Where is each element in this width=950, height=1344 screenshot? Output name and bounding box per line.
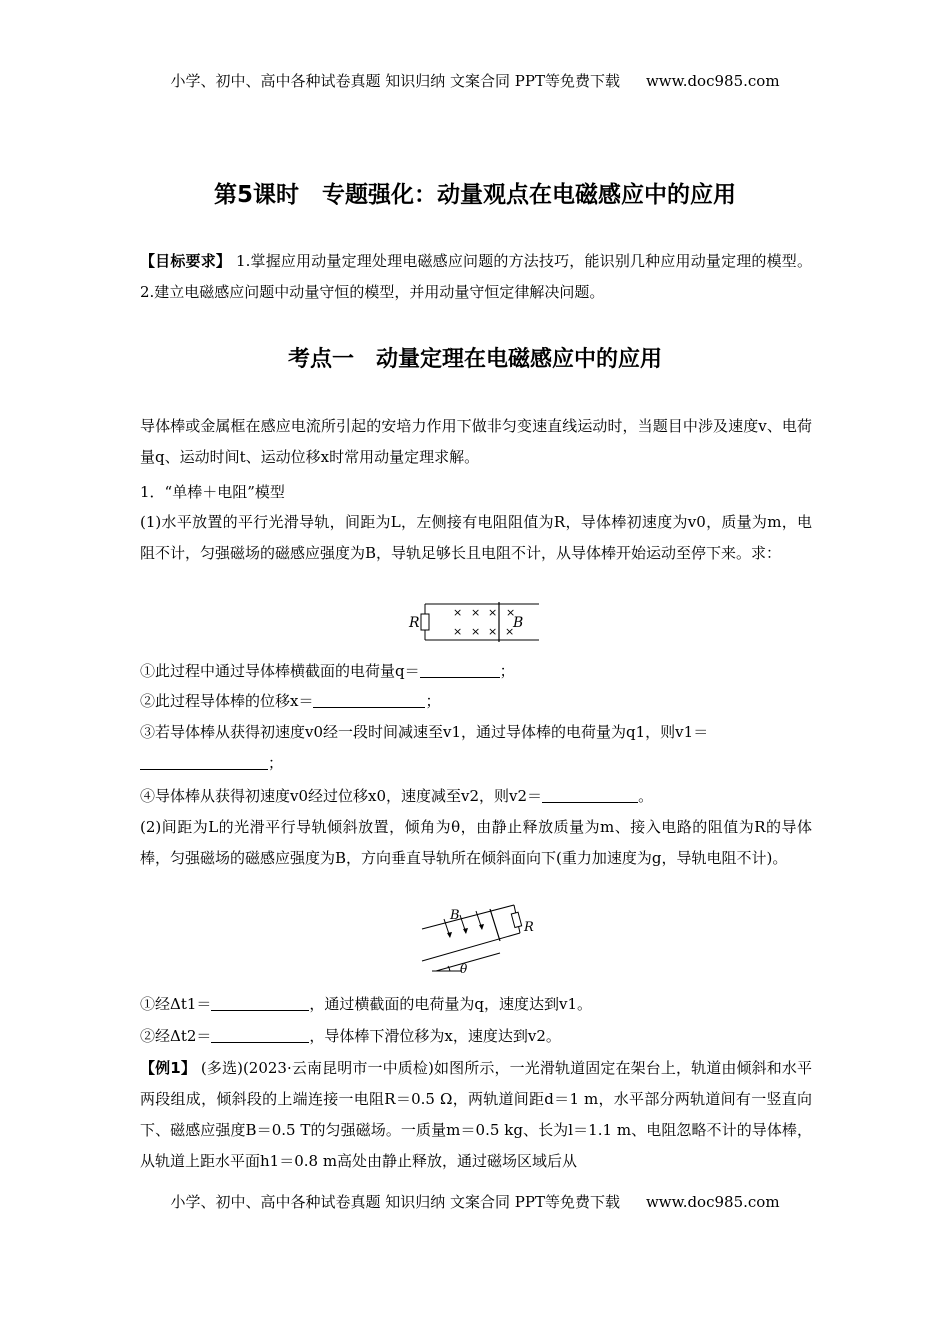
model1-part2-paragraph: (2)间距为L的光滑平行导轨倾斜放置，倾角为θ，由静止释放质量为m、接入电路的阻值为R的导体棒，匀强磁场的磁感应强度为B，方向垂直导轨所在倾斜面向下(重力加速度为g，导轨电阻不计)。 (140, 818, 812, 867)
footer-url[interactable]: www.doc985.com (645, 1193, 780, 1211)
page-header (0, 70, 950, 91)
model1-title: 1．“单棒＋电阻”模型 (140, 483, 285, 501)
r-label: R (409, 615, 420, 631)
subquestion-1: ①经Δt1＝ ，通过横截面的电荷量为q，速度达到v1。 (140, 995, 593, 1013)
incline-diagram (418, 903, 548, 975)
model1-paragraph: (1)水平放置的平行光滑导轨，间距为L，左侧接有电阻阻值为R，导体棒初速度为v0，质量为m，电阻不计，匀强磁场的磁感应强度为B，导轨足够长且电阻不计，从导体棒开始运动至停下来。求： (140, 513, 812, 562)
header-text: 小学、初中、高中各种试卷真题 知识归纳 文案合同 PPT等免费下载 (170, 72, 620, 90)
goal-text: 1.掌握应用动量定理处理电磁感应问题的方法技巧，能识别几种应用动量定理的模型。2.建立电磁感应问题中动量守恒的模型，并用动量守恒定律解决问题。 (140, 252, 812, 301)
example-source: (多选)(2023·云南昆明市一中质检) (200, 1059, 434, 1077)
resistor-icon (511, 912, 521, 927)
intro-paragraph: 导体棒或金属框在感应电流所引起的安培力作用下做非匀变速直线运动时，当题目中涉及速度v、电荷量q、运动时间t、运动位移x时常用动量定理求解。 (140, 417, 812, 466)
b-label: B (513, 615, 524, 631)
field-cross: × (471, 606, 481, 619)
answer-blank[interactable] (140, 755, 268, 770)
question-3: ③若导体棒从获得初速度v0经一段时间减速至v1，通过导体棒的电荷量为q1，则v1＝ (140, 723, 709, 741)
b-label: B (450, 908, 460, 923)
answer-blank[interactable] (313, 693, 425, 708)
field-cross: × (453, 625, 463, 638)
r-label: R (524, 920, 534, 935)
field-cross: × (505, 625, 515, 638)
rail-diagram-1 (405, 598, 545, 646)
subquestion-2: ②经Δt2＝ ，导体棒下滑位移为x，速度达到v2。 (140, 1027, 561, 1045)
page-footer (0, 1191, 950, 1212)
answer-blank[interactable] (420, 663, 500, 678)
conductor-rod (490, 909, 500, 941)
goal-paragraph (140, 246, 812, 308)
field-cross: × (453, 606, 463, 619)
question-3-answer: ； (140, 752, 820, 773)
question-4: ④导体棒从获得初速度v0经过位移x0，速度减至v2，则v2＝ 。 (140, 787, 654, 805)
field-cross: × (471, 625, 481, 638)
example-paragraph (140, 1053, 812, 1177)
header-url[interactable]: www.doc985.com (645, 72, 780, 90)
page-title: 第5课时 专题强化：动量观点在电磁感应中的应用 (213, 182, 736, 208)
answer-blank[interactable] (211, 996, 309, 1011)
answer-blank[interactable] (542, 788, 638, 803)
field-cross: × (506, 606, 516, 619)
question-1: ①此过程中通过导体棒横截面的电荷量q＝ ； (140, 662, 515, 680)
footer-text: 小学、初中、高中各种试卷真题 知识归纳 文案合同 PPT等免费下载 (170, 1193, 620, 1211)
section-title: 考点一 动量定理在电磁感应中的应用 (287, 347, 662, 372)
answer-blank[interactable] (211, 1028, 309, 1043)
field-cross: × (488, 606, 498, 619)
goal-label: 【目标要求】 (140, 252, 232, 270)
question-2: ②此过程导体棒的位移x＝ ； (140, 692, 441, 710)
resistor-icon (421, 614, 429, 630)
field-cross: × (488, 625, 498, 638)
example-label: 【例1】 (140, 1059, 196, 1077)
example-text: 如图所示，一光滑轨道固定在架台上，轨道由倾斜和水平两段组成，倾斜段的上端连接一电阻R＝0.5 Ω，两轨道间距d＝1 m，水平部分两轨道间有一竖直向下、磁感应强度B＝0.5 T的匀强磁场。一质量m＝0.5 kg、长为l＝1.1 m、电阻忽略不计的导体棒，从轨道上距水平面h1＝0.8 m高处由静止释放，通过磁场区域后从 (140, 1059, 813, 1170)
theta-label: θ (460, 962, 468, 975)
